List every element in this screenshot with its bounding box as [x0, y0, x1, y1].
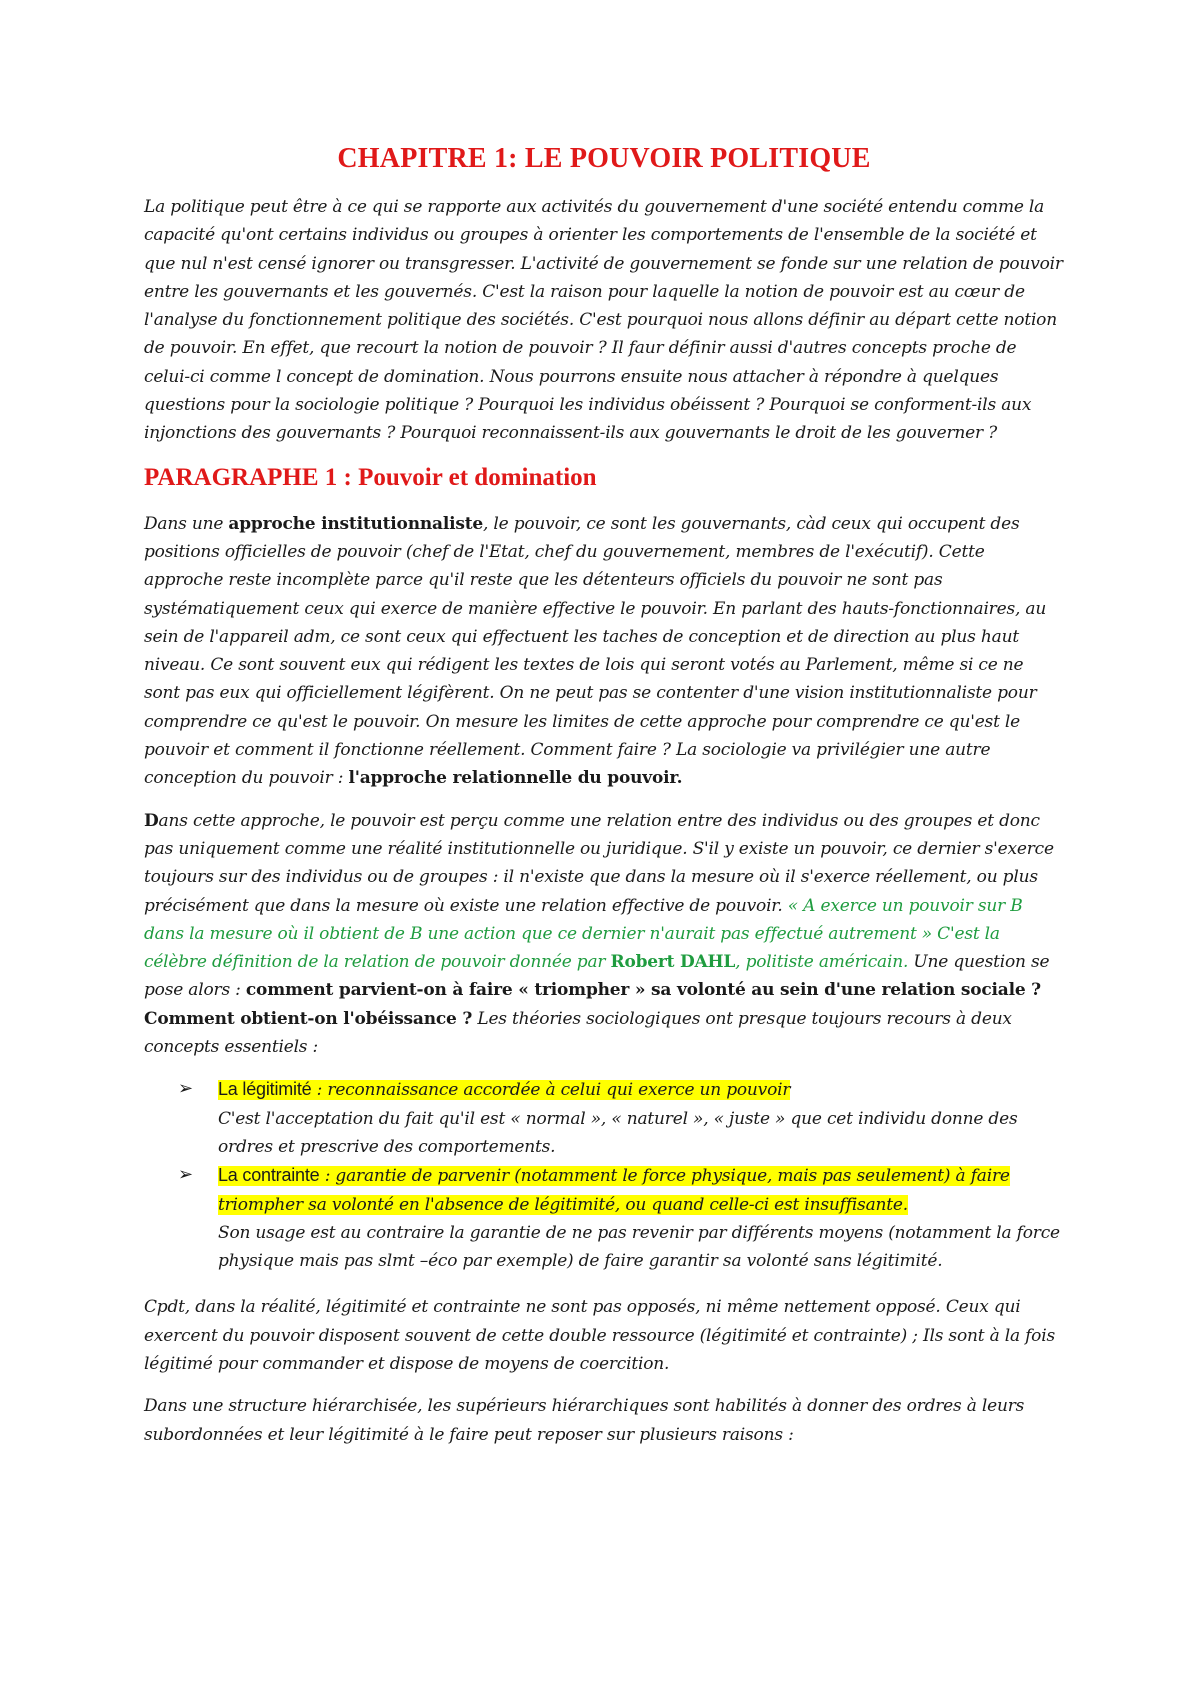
paragraph-relational-approach — [144, 807, 1064, 1062]
list-item — [144, 1075, 1064, 1161]
concept-definition: : reconnaissance accordée à celui qui exerce un pouvoir — [311, 1080, 791, 1101]
arrow-bullet-icon: ➢ — [178, 1078, 193, 1100]
document-content — [144, 143, 1064, 1463]
arrow-bullet-icon: ➢ — [178, 1164, 193, 1186]
drop-letter: D — [144, 810, 159, 831]
dahl-quote: « A exerce un pouvoir sur B dans la mesure où il obtient de B une action que ce dernier n'aurait pas effectué autrement » C'est la célèbre définition de la relation de pouvoir donnée par — [144, 895, 1023, 973]
highlighted-definition — [218, 1080, 790, 1100]
text-run: Une question se pose alors : — [144, 952, 1050, 1001]
paragraph-legitimacy-constraint: Cpdt, dans la réalité, légitimité et contrainte ne sont pas opposés, ni même nettement opposé. Ceux qui exercent du pouvoir disposent souvent de cette double ressource (légitimité et contrainte) ; Ils sont à la fois légitimé pour commander et dispose de moyens de coercition. — [144, 1297, 1055, 1374]
concept-explanation: Son usage est au contraire la garantie de ne pas revenir par différents moyens (notamment la force physique mais pas slmt –éco par exemple) de faire garantir sa volonté sans légitimité. — [218, 1222, 1060, 1272]
key-question: comment parvient-on à faire « triompher » sa volonté au sein d'une relation sociale ? Comment obtient-on l'obéissance ? — [144, 980, 1041, 1029]
concept-term: La contrainte — [218, 1165, 320, 1186]
section-heading: PARAGRAPHE 1 : Pouvoir et domination — [144, 463, 597, 491]
author-name: Robert DAHL — [610, 952, 736, 973]
bold-term: l'approche relationnelle du pouvoir. — [348, 768, 683, 789]
paragraph-institutional-approach — [144, 510, 1064, 793]
author-description: , politiste américain. — [735, 952, 909, 973]
text-run: Dans une — [144, 513, 229, 534]
intro-paragraph: La politique peut être à ce qui se rapporte aux activités du gouvernement d'une société entendu comme la capacité qu'ont certains individus ou groupes à orienter les comportements de l'ensemble de la société et que nul n'est censé ignorer ou transgresser. L'activité de gouvernement se fonde sur une relation de pouvoir entre les gouvernants et les gouvernés. C'est la raison pour laquelle la notion de pouvoir est au cœur de l'analyse du fonctionnement politique des sociétés. C'est pourquoi nous allons définir au départ cette notion de pouvoir. En effet, que recourt la notion de pouvoir ? Il faur définir aussi d'autres concepts proche de celui-ci comme l concept de domination. Nous pourrons ensuite nous attacher à répondre à quelques questions pour la sociologie politique ? Pourquoi les individus obéissent ? Pourquoi se conforment-ils aux injonctions des gouvernants ? Pourquoi reconnaissent-ils aux gouvernants le droit de les gouverner ? — [144, 197, 1063, 444]
concept-definition: : garantie de parvenir (notamment le force physique, mais pas seulement) à faire triompher sa volonté en l'absence de légitimité, ou quand celle-ci est insuffisante. — [218, 1166, 1010, 1215]
bold-term: approche institutionnaliste — [228, 513, 483, 534]
text-run: , le pouvoir, ce sont les gouvernants, càd ceux qui occupent des positions officielles de pouvoir (chef de l'Etat, chef du gouvernement, membres de l'exécutif). Cette approche reste incomplète parce qu'il reste que les détenteurs officiels du pouvoir ne sont pas systématiquement ceux qui exerce de manière effective le pouvoir. En parlant des hauts-fonctionnaires, au sein de l'appareil adm, ce sont ceux qui effectuent les taches de conception et de direction au plus haut niveau. Ce sont souvent eux qui rédigent les textes de lois qui seront votés au Parlement, même si ce ne sont pas eux qui officiellement légifèrent. On ne peut pas se contenter d'une vision institutionnaliste pour comprendre ce qu'est le pouvoir. On mesure les limites de cette approche pour comprendre ce qu'est le pouvoir et comment il fonctionne réellement. Comment faire ? La sociologie va privilégier une autre conception du pouvoir : — [144, 513, 1047, 789]
paragraph-hierarchy: Dans une structure hiérarchisée, les supérieurs hiérarchiques sont habilités à donner des ordres à leurs subordonnées et leur légitimité à le faire peut reposer sur plusieurs raisons : — [144, 1396, 1025, 1445]
concept-list — [144, 1075, 1064, 1275]
text-run: ans cette approche, le pouvoir est perçu comme une relation entre des individus ou des groupes et donc pas uniquement comme une réalité institutionnelle ou juridique. S'il y existe un pouvoir, ce dernier s'exerce toujours sur des individus ou de groupes : il n'existe que dans la mesure où il s'exerce réellement, ou plus précisément que dans la mesure où existe une relation effective de pouvoir. — [144, 810, 1054, 916]
highlighted-definition — [218, 1166, 1010, 1214]
text-run: Les théories sociologiques ont presque toujours recours à deux concepts essentiels : — [144, 1008, 1012, 1058]
chapter-title: CHAPITRE 1: LE POUVOIR POLITIQUE — [337, 143, 871, 174]
concept-term: La légitimité — [218, 1079, 312, 1100]
concept-explanation: C'est l'acceptation du fait qu'il est « normal », « naturel », « juste » que cet individu donne des ordres et prescrive des comportements. — [218, 1108, 1018, 1157]
list-item — [144, 1161, 1064, 1275]
